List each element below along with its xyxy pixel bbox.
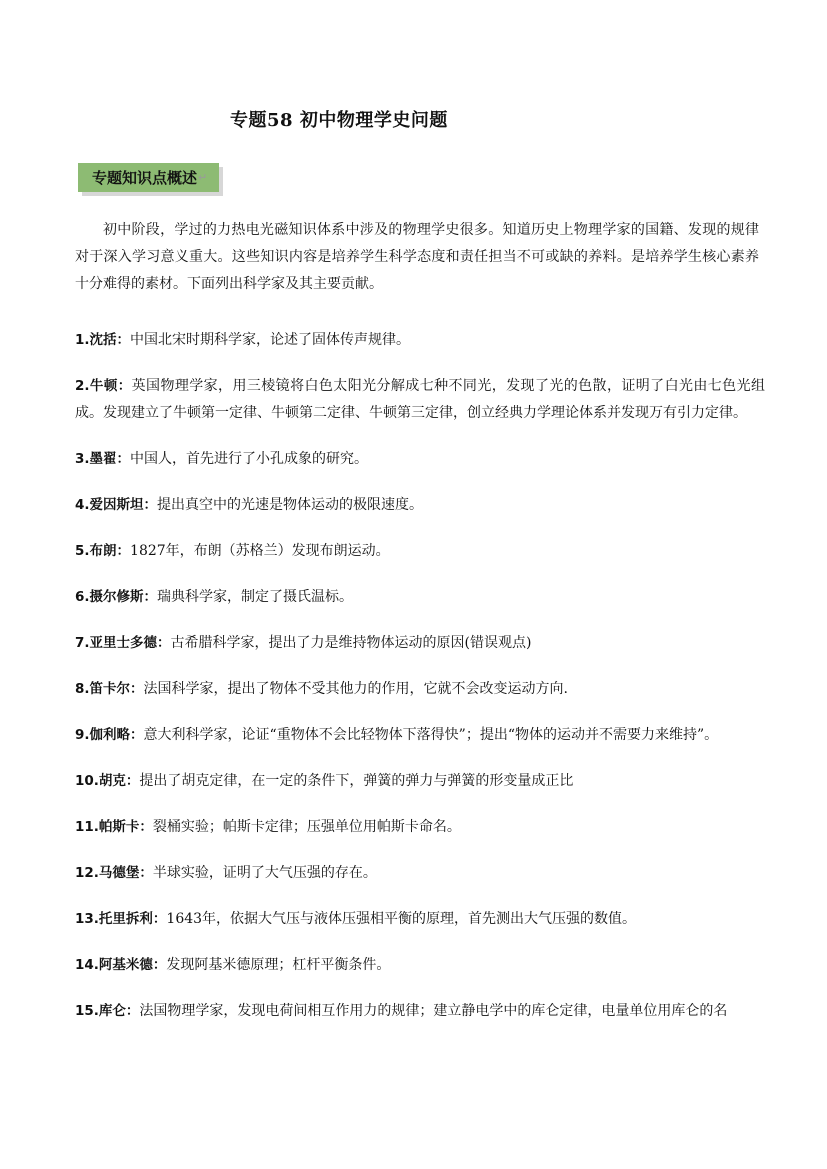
contribution-text: 发现阿基米德原理；杠杆平衡条件。 <box>166 957 391 973</box>
contribution-text: 瑞典科学家，制定了摄氏温标。 <box>157 589 354 605</box>
contribution-text: 1643年，依据大气压与液体压强相平衡的原理，首先测出大气压强的数值。 <box>166 911 637 927</box>
list-item <box>75 722 765 749</box>
list-item <box>75 373 765 427</box>
scientist-name: 10.胡克 <box>75 773 126 789</box>
contribution-text: 中国北宋时期科学家，论述了固体传声规律。 <box>130 332 411 348</box>
scientist-name: 4.爱因斯坦 <box>75 497 144 513</box>
scientist-list <box>75 327 765 1044</box>
list-item <box>75 814 765 841</box>
list-item <box>75 446 765 473</box>
list-item <box>75 998 765 1025</box>
scientist-name: 8.笛卡尔 <box>75 681 131 697</box>
contribution-text: 法国科学家，提出了物体不受其他力的作用，它就不会改变运动方向. <box>143 681 568 697</box>
list-item <box>75 327 765 354</box>
scientist-name: 9.伽利略 <box>75 727 131 743</box>
name-separator: ： <box>116 332 131 348</box>
contribution-text: 1827年，布朗（苏格兰）发现布朗运动。 <box>130 543 390 559</box>
contribution-text: 意大利科学家，论证“重物体不会比轻物体下落得快”；提出“物体的运动并不需要力来维持”。 <box>143 727 719 743</box>
contribution-text: 中国人，首先进行了小孔成象的研究。 <box>130 451 369 467</box>
scientist-name: 11.帕斯卡 <box>75 819 140 835</box>
scientist-name: 13.托里拆利 <box>75 911 153 927</box>
name-separator: ： <box>125 773 140 789</box>
contribution-text: 法国物理学家，发现电荷间相互作用力的规律；建立静电学中的库仑定律，电量单位用库仑的名 <box>139 1003 728 1019</box>
name-separator: ： <box>143 589 158 605</box>
section-heading: 专题知识点概述 <box>92 169 198 187</box>
name-separator: ： <box>117 378 132 394</box>
name-separator: ： <box>116 543 131 559</box>
scientist-name: 3.墨翟 <box>75 451 117 467</box>
list-item <box>75 584 765 611</box>
page-title: 专题58 初中物理学史问题 <box>230 110 448 131</box>
name-separator: ： <box>139 819 153 835</box>
contribution-text: 提出真空中的光速是物体运动的极限速度。 <box>157 497 424 513</box>
name-separator: ： <box>125 1003 140 1019</box>
paragraph-return-icon: ↵ <box>198 171 208 184</box>
contribution-text: 半球实验，证明了大气压强的存在。 <box>152 865 377 881</box>
scientist-name: 12.马德堡 <box>75 865 140 881</box>
list-item <box>75 952 765 979</box>
scientist-name: 1.沈括 <box>75 332 117 348</box>
contribution-text: 裂桶实验；帕斯卡定律；压强单位用帕斯卡命名。 <box>152 819 461 835</box>
list-item <box>75 492 765 519</box>
scientist-name: 14.阿基米德 <box>75 957 153 973</box>
scientist-name: 5.布朗 <box>75 543 117 559</box>
scientist-name: 6.摄尔修斯 <box>75 589 144 605</box>
scientist-name: 15.库仑 <box>75 1003 126 1019</box>
name-separator: ： <box>152 957 167 973</box>
intro-paragraph: 初中阶段，学过的力热电光磁知识体系中涉及的物理学史很多。知道历史上物理学家的国籍、发现的规律对于深入学习意义重大。这些知识内容是培养学生科学态度和责任担当不可或缺的养料。是培养学生核心素养十分难得的素材。下面列出科学家及其主要贡献。 <box>75 222 759 292</box>
list-item <box>75 860 765 887</box>
list-item <box>75 906 765 933</box>
name-separator: ： <box>152 911 167 927</box>
contribution-text: 古希腊科学家，提出了力是维持物体运动的原因(错误观点) <box>170 635 532 651</box>
name-separator: ： <box>139 865 153 881</box>
section-heading-tag <box>78 163 219 192</box>
contribution-text: 英国物理学家，用三棱镜将白色太阳光分解成七种不同光，发现了光的色散，证明了白光由七色光组成。发现建立了牛顿第一定律、牛顿第二定律、牛顿第三定律，创立经典力学理论体系并发现万有引力定律。 <box>75 378 765 421</box>
name-separator: ： <box>116 451 131 467</box>
list-item <box>75 538 765 565</box>
list-item <box>75 630 765 657</box>
scientist-name: 7.亚里士多德 <box>75 635 158 651</box>
list-item <box>75 676 765 703</box>
contribution-text: 提出了胡克定律，在一定的条件下，弹簧的弹力与弹簧的形变量成正比 <box>139 773 574 789</box>
name-separator: ： <box>157 635 171 651</box>
list-item <box>75 768 765 795</box>
scientist-name: 2.牛顿 <box>75 378 118 394</box>
name-separator: ： <box>130 727 144 743</box>
name-separator: ： <box>130 681 144 697</box>
name-separator: ： <box>143 497 158 513</box>
